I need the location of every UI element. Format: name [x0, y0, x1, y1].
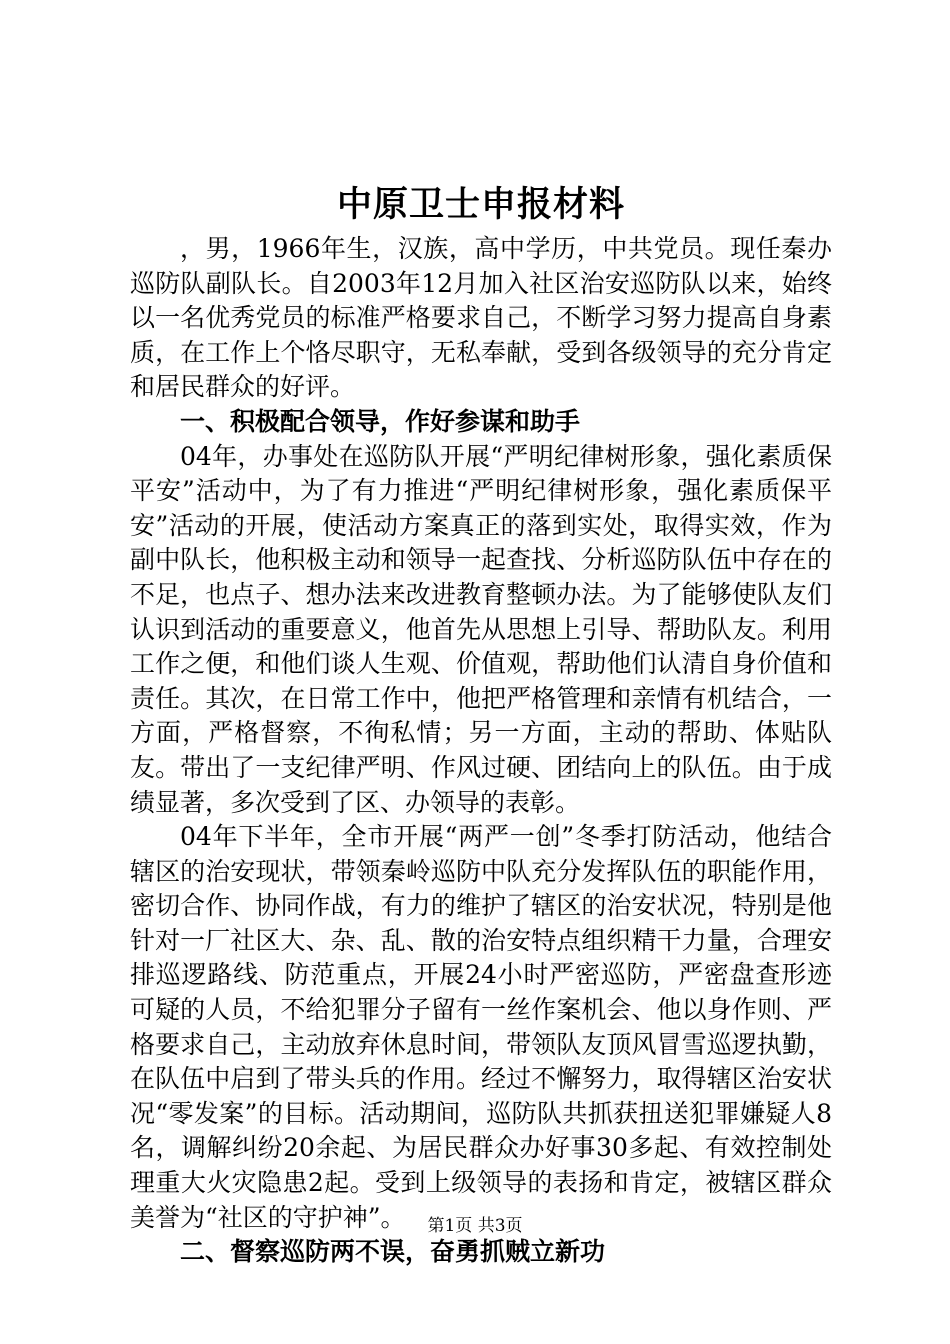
document-title: 中原卫士申报材料 [336, 184, 625, 225]
section-heading-1: 一、积极配合领导，作好参谋和助手 [180, 406, 581, 436]
section-heading-2: 二、督察巡防两不误，奋勇抓贼立新功 [180, 1237, 606, 1267]
page-footer: 第1页 共3页 [427, 1216, 523, 1236]
body-paragraph-1: 04年，办事处在巡防队开展“严明纪律树形象，强化素质保平安”活动中，为了有力推进“严明纪律树形象，强化素质保平安”活动的开展，使活动方案真正的落到实处，取得实效，作为副中队长，他积极主动和领导一起查找、分析巡防队伍中存在的不足，也点子、想办法来改进教育整顿办法。为了能够使队友们认识到活动的重要意义，他首先从思想上引导、帮助队友。利用工作之便，和他们谈人生观、价值观，帮助他们认清自身价值和责任。其次，在日常工作中，他把严格管理和亲情有机结合，一方面，严格督察，不徇私情；另一方面，主动的帮助、体贴队友。带出了一支纪律严明、作风过硬、团结向上的队伍。由于成绩显著，多次受到了区、办领导的表彰。 [130, 441, 832, 817]
body-paragraph-2: 04年下半年，全市开展“两严一创”冬季打防活动，他结合辖区的治安现状，带领秦岭巡防中队充分发挥队伍的职能作用，密切合作、协同作战，有力的维护了辖区的治安状况，特别是他针对一厂社区大、杂、乱、散的治安特点组织精干力量，合理安排巡逻路线、防范重点，开展24小时严密巡防，严密盘查形迹可疑的人员，不给犯罪分子留有一丝作案机会、他以身作则、严格要求自己，主动放弃休息时间，带领队友顶风冒雪巡逻执勤，在队伍中启到了带头兵的作用。经过不懈努力，取得辖区治安状况“零发案”的目标。活动期间，巡防队共抓获扭送犯罪嫌疑人8名，调解纠纷20余起、为居民群众办好事30多起、有效控制处理重大火灾隐患2起。受到上级领导的表扬和肯定，被辖区群众美誉为“社区的守护神”。 [130, 822, 832, 1232]
intro-paragraph: ，男，1966年生，汉族，高中学历，中共党员。现任秦办巡防队副队长。自2003年12月加入社区治安巡防队以来，始终以一名优秀党员的标准严格要求自己，不断学习努力提高自身素质，在工作上个恪尽职守，无私奉献，受到各级领导的充分肯定和居民群众的好评。 [130, 234, 832, 402]
document-page [130, 180, 832, 1270]
